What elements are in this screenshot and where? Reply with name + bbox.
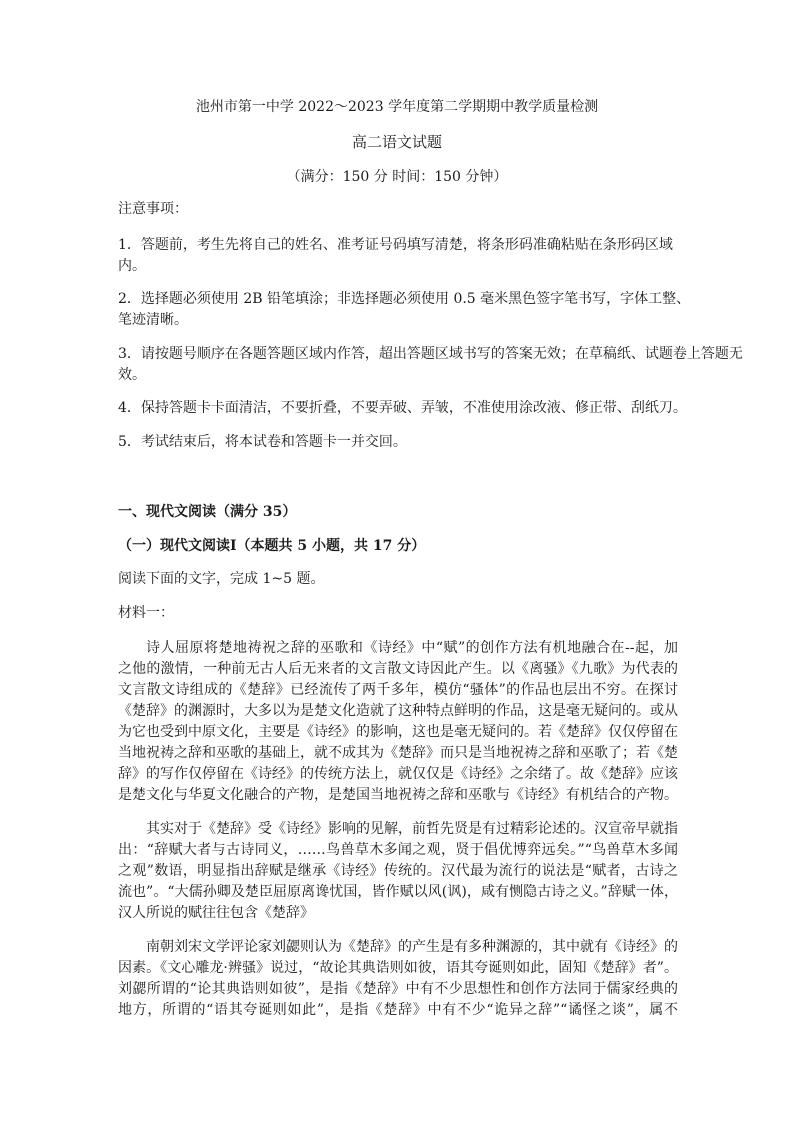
- exam-subtitle: 高二语文试题: [351, 133, 442, 151]
- passage-p1-line: 《楚辞》的渊源时，大多以为是楚文化造就了这种特点鲜明的作品，这是毫无疑问的。或从: [118, 703, 678, 719]
- notice-item-3-line-2: 效。: [118, 367, 146, 383]
- exam-title: 池州市第一中学 2022～2023 学年度第二学期期中教学质量检测: [195, 99, 599, 115]
- passage-p1-line: 之他的激情，一种前无古人后无来者的文言散文诗因此产生。以《离骚》《九歌》为代表的: [118, 661, 678, 677]
- passage-p2-line: 流也”。“大儒孙卿及楚臣屈原离谗忧国，皆作赋以风(讽)，咸有恻隐古诗之义。”辞赋一体，: [118, 884, 678, 900]
- section-instruction: 阅读下面的文字，完成 1~5 题。: [118, 571, 325, 587]
- passage-p1-line: 是楚文化与华夏文化融合的产物，是楚国当地祝祷之辞和巫歌与《诗经》有机结合的产物。: [118, 787, 678, 803]
- passage-p2-line: 其实对于《楚辞》受《诗经》影响的见解，前哲先贤是有过精彩论述的。汉宣帝早就指: [146, 821, 678, 837]
- notice-heading: 注意事项：: [118, 201, 188, 217]
- passage-p1-line: 为它也受到中原文化，主要是《诗经》的影响，这也是毫无疑问的。若《楚辞》仅仅停留在: [118, 724, 678, 740]
- material-label: 材料一：: [118, 605, 174, 621]
- notice-item-2-line-2: 笔迹清晰。: [118, 312, 188, 328]
- passage-p1-line: 辞》的写作仅停留在《诗经》的传统方法上，就仅仅是《诗经》之余绪了。故《楚辞》应该: [118, 766, 678, 782]
- passage-p1-line: 文言散文诗组成的《楚辞》已经流传了两千多年，模仿“骚体”的作品也层出不穷。在探讨: [118, 682, 678, 698]
- passage-p3-line: 因素。《文心雕龙·辨骚》说过，“故论其典诰则如彼，语其夸诞则如此，固知《楚辞》者”。: [118, 960, 678, 976]
- passage-p2-line: 汉人所说的赋往往包含《楚辞》: [118, 905, 314, 921]
- notice-item-3-line-1: 3．请按题号顺序在各题答题区域内作答，超出答题区域书写的答案无效；在草稿纸、试题卷上答题无: [118, 346, 743, 362]
- passage-p3-line: 地方，所谓的“语其夸诞则如此”，是指《楚辞》中有不少“诡异之辞”“谲怪之谈”，属不: [118, 1002, 678, 1018]
- passage-p2-line: 出：“辞赋大者与古诗同义，……鸟兽草木多闻之观，贤于倡优博弈远矣。”“鸟兽草木多闻: [118, 842, 678, 858]
- passage-p2-line: 之观”数语，明显指出辞赋是继承《诗经》传统的。汉代最为流行的说法是“赋者，古诗之: [118, 863, 678, 879]
- section-subheading: （一）现代文阅读Ⅰ（本题共 5 小题，共 17 分）: [118, 538, 426, 554]
- notice-item-1-line-2: 内。: [118, 258, 146, 274]
- passage-p3-line: 刘勰所谓的“论其典诰则如彼”，是指《楚辞》中有不少思想性和创作方法同于儒家经典的: [118, 981, 678, 997]
- passage-p1-line: 诗人屈原将楚地祷祝之辞的巫歌和《诗经》中“赋”的创作方法有机地融合在--起，加: [146, 640, 678, 656]
- notice-item-4: 4．保持答题卡卡面清洁，不要折叠，不要弄破、弄皱，不准使用涂改液、修正带、刮纸刀。: [118, 400, 687, 416]
- notice-item-1-line-1: 1．答题前，考生先将自己的姓名、准考证号码填写清楚，将条形码准确粘贴在条形码区域: [118, 237, 673, 253]
- notice-item-2-line-1: 2．选择题必须使用 2B 铅笔填涂；非选择题必须使用 0.5 毫米黑色签字笔书写，字体工整、: [118, 291, 691, 307]
- exam-meta: （满分：150 分 时间：150 分钟）: [286, 169, 508, 185]
- section-heading: 一、现代文阅读（满分 35）: [118, 504, 297, 520]
- passage-p3-line: 南朝刘宋文学评论家刘勰则认为《楚辞》的产生是有多种渊源的，其中就有《诗经》的: [146, 939, 678, 955]
- passage-p1-line: 当地祝祷之辞和巫歌的基础上，就不成其为《楚辞》而只是当地祝祷之辞和巫歌了；若《楚: [118, 745, 678, 761]
- notice-item-5: 5．考试结束后，将本试卷和答题卡一并交回。: [118, 434, 407, 450]
